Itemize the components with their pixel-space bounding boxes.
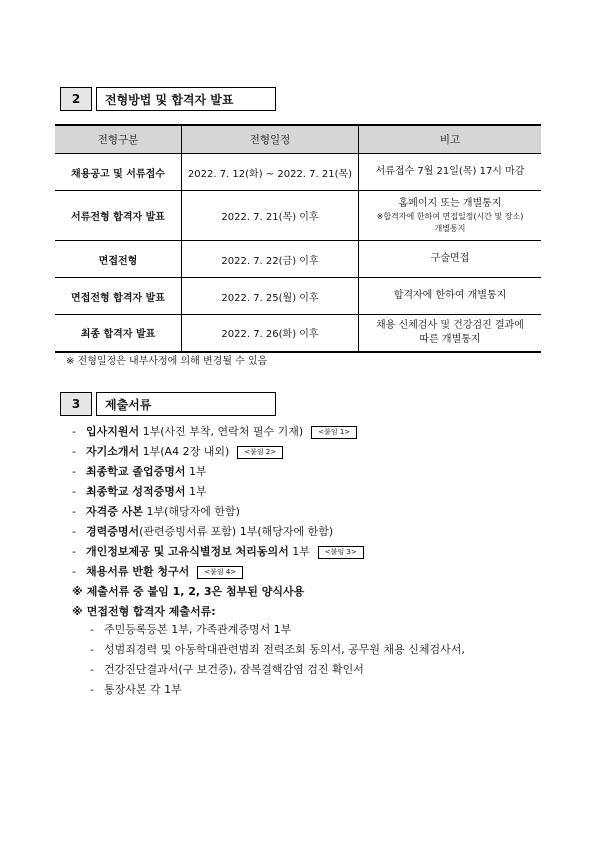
schedule-footnote: ※ 전형일정은 내부사정에 의해 변경될 수 있음 xyxy=(66,356,268,367)
date-cell: 2022. 7. 26(화) 이후 xyxy=(182,315,359,352)
document-detail: (관련증빙서류 포함) 1부(해당자에 한함) xyxy=(139,525,334,538)
note-line: 구술면접 xyxy=(430,253,470,264)
bullet-dash: - xyxy=(72,505,76,518)
date-cell: 2022. 7. 21(목) 이후 xyxy=(182,191,359,241)
required-documents-list xyxy=(72,422,542,622)
list-item xyxy=(72,562,542,582)
date-cell: 2022. 7. 12(화) ~ 2022. 7. 21(목) xyxy=(182,154,359,191)
document-name: 경력증명서 xyxy=(86,525,140,538)
attachment-note-text: 제출서류 중 붙임 1, 2, 3은 첨부된 양식사용 xyxy=(86,585,305,598)
note-line: ※합격자에 한하여 면접일정(시간 및 장소) xyxy=(376,211,524,221)
attachment-tag: <붙임 3> xyxy=(318,546,364,559)
note-line: 따른 개별통지 xyxy=(419,333,481,345)
bullet-dash: - xyxy=(72,525,76,538)
table-row xyxy=(55,241,541,278)
list-item xyxy=(72,542,542,562)
document-name: 입사지원서 xyxy=(86,425,140,438)
note-line: 서류접수 7월 21일(목) 17시 마감 xyxy=(375,166,525,177)
note-line: 개별통지 xyxy=(434,223,466,233)
document-name: 자기소개서 xyxy=(86,445,140,458)
stage-cell: 면접전형 합격자 발표 xyxy=(55,278,182,315)
document-detail: 1부(사진 부착, 연락처 필수 기재) xyxy=(139,425,304,438)
interview-docs-title xyxy=(72,602,542,622)
list-item-text: 통장사본 각 1부 xyxy=(104,683,182,696)
document-detail: 1부 xyxy=(185,465,207,478)
schedule-table xyxy=(55,124,541,353)
document-name: 최종학교 졸업증명서 xyxy=(86,465,186,478)
list-item xyxy=(72,462,542,482)
bullet-dash: - xyxy=(90,623,94,636)
bullet-dash: - xyxy=(72,565,76,578)
bullet-dash: - xyxy=(90,663,94,676)
document-name: 개인정보제공 및 고유식별정보 처리동의서 xyxy=(86,545,289,558)
document-detail: 1부(해당자에 한함) xyxy=(142,505,240,518)
list-item xyxy=(90,660,465,680)
bullet-dash: - xyxy=(72,485,76,498)
stage-cell: 최종 합격자 발표 xyxy=(55,315,182,352)
note-line: 홈페이지 또는 개별통지 xyxy=(398,197,502,209)
table-row xyxy=(55,154,541,191)
section-number: 3 xyxy=(60,392,92,416)
note-cell xyxy=(359,154,542,191)
list-item xyxy=(72,422,542,442)
section-3-header xyxy=(60,392,276,416)
date-cell: 2022. 7. 22(금) 이후 xyxy=(182,241,359,278)
document-detail: 1부(A4 2장 내외) xyxy=(139,445,230,458)
document-name: 채용서류 반환 청구서 xyxy=(86,565,190,578)
list-item-text: 성범죄경력 및 아동학대관련범죄 전력조회 동의서, 공무원 채용 신체검사서, xyxy=(104,643,465,656)
stage-cell: 서류전형 합격자 발표 xyxy=(55,191,182,241)
attachment-tag: <붙임 1> xyxy=(311,426,357,439)
attachment-note xyxy=(72,582,542,602)
list-item-text: 주민등록등본 1부, 가족관계증명서 1부 xyxy=(104,623,292,636)
bullet-dash: - xyxy=(90,683,94,696)
list-item-text: 건강진단결과서(구 보건증), 잠복결핵감염 검진 확인서 xyxy=(104,663,364,676)
date-cell: 2022. 7. 25(월) 이후 xyxy=(182,278,359,315)
list-item xyxy=(72,522,542,542)
list-item xyxy=(90,640,465,660)
note-line: 합격자에 한하여 개별통지 xyxy=(393,290,507,301)
table-header-row xyxy=(55,125,541,154)
reference-mark: ※ xyxy=(72,585,83,598)
column-header: 전형구분 xyxy=(55,125,182,154)
note-cell xyxy=(359,315,542,352)
section-title: 전형방법 및 합격자 발표 xyxy=(96,87,276,111)
section-2-header xyxy=(60,87,276,111)
list-item xyxy=(90,680,465,700)
bullet-dash: - xyxy=(72,465,76,478)
list-item xyxy=(72,442,542,462)
attachment-tag: <붙임 2> xyxy=(237,446,283,459)
list-item xyxy=(90,620,465,640)
table-row xyxy=(55,315,541,352)
bullet-dash: - xyxy=(90,643,94,656)
column-header: 비고 xyxy=(359,125,542,154)
note-cell xyxy=(359,191,542,241)
bullet-dash: - xyxy=(72,445,76,458)
note-cell xyxy=(359,278,542,315)
interview-documents-list xyxy=(90,620,465,700)
list-item xyxy=(72,482,542,502)
document-detail: 1부 xyxy=(288,545,310,558)
section-title: 제출서류 xyxy=(96,392,276,416)
table-row xyxy=(55,278,541,315)
document-detail: 1부 xyxy=(185,485,207,498)
note-line: 채용 신체검사 및 건강검진 결과에 xyxy=(376,319,524,331)
section-number: 2 xyxy=(60,87,92,111)
interview-docs-title-text: 면접전형 합격자 제출서류: xyxy=(86,605,216,618)
table-row xyxy=(55,191,541,241)
document-name: 최종학교 성적증명서 xyxy=(86,485,186,498)
list-item xyxy=(72,502,542,522)
bullet-dash: - xyxy=(72,545,76,558)
document-name: 자격증 사본 xyxy=(86,505,143,518)
attachment-tag: <붙임 4> xyxy=(197,566,243,579)
stage-cell: 면접전형 xyxy=(55,241,182,278)
bullet-dash: - xyxy=(72,425,76,438)
note-cell xyxy=(359,241,542,278)
stage-cell: 채용공고 및 서류접수 xyxy=(55,154,182,191)
reference-mark: ※ xyxy=(72,605,83,618)
column-header: 전형일정 xyxy=(182,125,359,154)
